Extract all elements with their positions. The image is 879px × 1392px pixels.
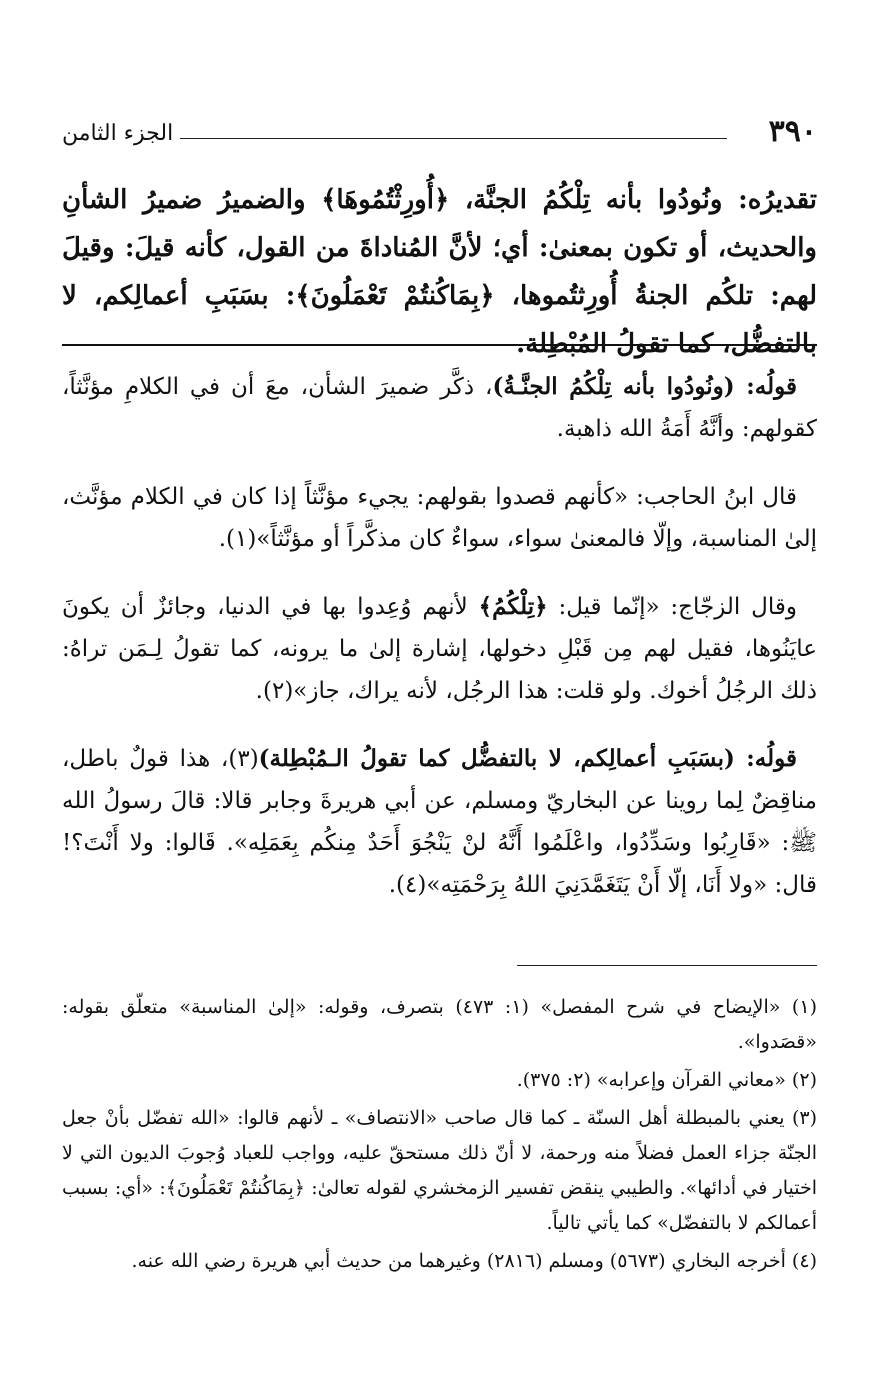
commentary-paragraph-2: قال ابنُ الحاجب: «كأنهم قصدوا بقولهم: يجيء مؤنَّثاً إذا كان في الكلام مؤنَّث، إلىٰ المناسبة، وإلّا فالمعنىٰ سواء، سواءٌ كان مذكَّراً أو مؤنَّثاً»(١).	[62, 484, 817, 552]
running-title: الجزء الثامن	[62, 121, 174, 146]
page-header	[62, 112, 817, 162]
commentary-text: لأنهم وُعِدوا بها في الدنيا، وجائزٌ أن يكونَ عايَنُوها، فقيل لهم مِن قَبْلِ دخولها، إشارة إلىٰ ما يرونه، كما تقولُ لِـمَن تراهُ: ذلك الرجُلُ أخوك. ولو قلت: هذا الرجُل، لأنه يراك، جاز»(٢).	[62, 594, 817, 704]
header-rule	[180, 138, 727, 139]
commentary-paragraph-3	[62, 586, 817, 712]
footnote-1: (١) «الإيضاح في شرح المفصل» (١: ٤٧٣) بتصرف، وقوله: «إلىٰ المناسبة» متعلّق بقوله: «قصَدوا».	[62, 996, 817, 1053]
footnotes	[62, 990, 817, 1282]
quoted-lemma: قولُه: (ونُودُوا بأنه تِلْكُمُ الجنَّـةُ)	[492, 373, 797, 400]
footnote-3: (٣) يعني بالمبطلة أهل السنّة ـ كما قال صاحب «الانتصاف» ـ لأنهم قالوا: «الله تفضّل بأنْ جعل الجنّة جزاء العمل فضلاً منه ورحمة، لا أنّ ذلك مستحقّ عليه، وواجب للعباد وُجوبَ الديون التي لا اختيار في أدائها». والطيبي ينقض تفسير الزمخشري لقوله تعالىٰ: ﴿بِمَاكُنتُمْ تَعْمَلُونَ﴾: «أي: بسبب أعمالكم لا بالتفضّل» كما يأتي تالياً.	[62, 1107, 817, 1234]
quoted-lemma: قولُه: (بسَبَبِ أعمالِكم، لا بالتفضُّل كما تقولُ الـمُبْطِلة)	[258, 745, 797, 772]
book-page	[62, 0, 817, 1392]
commentary	[62, 366, 817, 932]
commentary-paragraph-4	[62, 738, 817, 906]
main-text	[62, 176, 817, 368]
page-number: ٣٩٠	[768, 114, 817, 149]
commentary-text: وقال الزجّاج: «إنّما قيل:	[547, 594, 797, 620]
main-text-paragraph: تقديرُه: ونُودُوا بأنه تِلْكُمُ الجنَّة، ﴿أُورِثْتُمُوهَا﴾ والضميرُ ضميرُ الشأنِ والحديث، أو تكون بمعنىٰ: أي؛ لأنَّ المُناداةَ من القول، كأنه قيلَ: وقيلَ لهم: تلكُم الجنةُ أُورِثتُموها، ﴿بِمَاكُنتُمْ تَعْمَلُونَ﴾: بسَبَبِ أعمالِكم، لا بالتفضُّل، كما تقولُ المُبْطِلة.	[62, 185, 817, 359]
footnote-4: (٤) أخرجه البخاري (٥٦٧٣) ومسلم (٢٨١٦) وغيرهما من حديث أبي هريرة رضي الله عنه.	[131, 1250, 817, 1272]
commentary-text: ، ذكَّر ضميرَ الشأن، معَ أن في الكلامِ مؤنَّثاً، كقولهم: وأنَّهُ أَمَةُ الله ذاهبة.	[62, 374, 817, 442]
quran-quote: ﴿تِلْكُمُ﴾	[478, 593, 548, 620]
commentary-paragraph-1	[62, 366, 817, 450]
footnote-2: (٢) «معاني القرآن وإعرابه» (٢: ٣٧٥).	[516, 1069, 817, 1091]
footnote-rule	[517, 965, 817, 966]
section-divider	[62, 344, 817, 346]
commentary-text: (٣)، هذا قولٌ باطل، مناقِضٌ لِما روينا عن البخاريّ ومسلم، عن أبي هريرةَ وجابر قالا: قالَ رسولُ الله ﷺ: «قَارِبُوا وسَدِّدُوا، واعْلَمُوا أَنَّهُ لنْ يَنْجُوَ أَحَدٌ مِنكُم بِعَمَلِه». قَالوا: ولا أَنْتَ؟! قال: «ولا أَنَا، إلّا أَنْ يَتَغَمَّدَنِيَ اللهُ بِرَحْمَتِه»(٤).	[62, 746, 817, 898]
